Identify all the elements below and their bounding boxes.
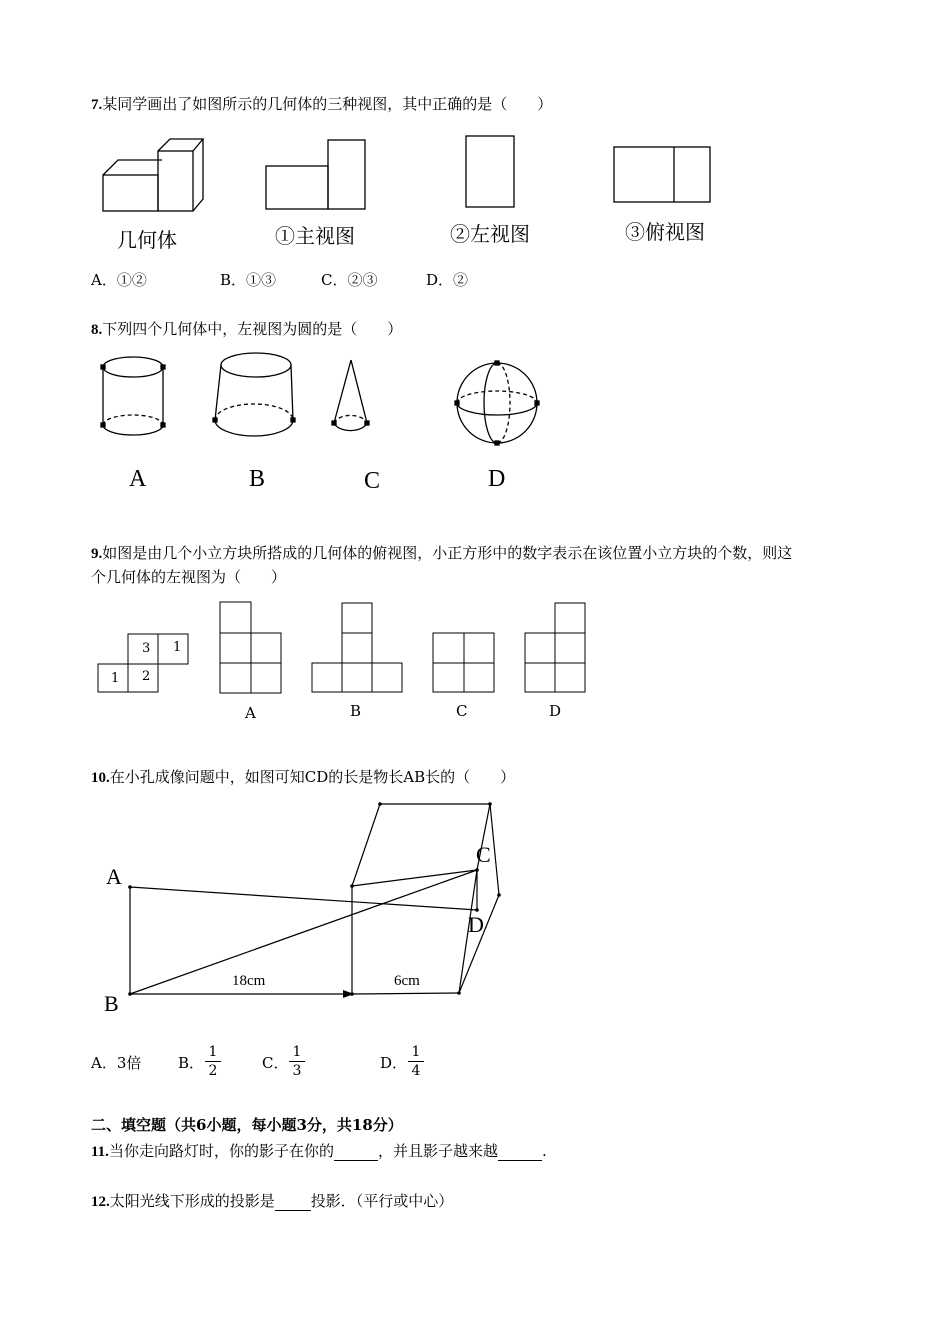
q7-stem (91, 93, 552, 114)
q12-blank[interactable] (275, 1192, 311, 1211)
q9-stem-line1 (91, 542, 792, 563)
q10-dim-left: 18cm (232, 973, 266, 989)
q9-label-a[interactable]: A (245, 704, 256, 722)
q9-label-d[interactable]: D (549, 702, 562, 720)
q11-blank-2[interactable] (498, 1142, 542, 1161)
q9-number: 9. (91, 546, 103, 562)
q9-grid-num-1: 3 (142, 641, 151, 656)
q10-point-a: A (106, 864, 122, 889)
q10-option-c-label[interactable]: C． (262, 1054, 289, 1072)
q8-label-b[interactable]: B (249, 466, 266, 492)
q7-left-view (464, 134, 518, 210)
q10-number: 10. (91, 770, 110, 786)
q8-frustum-shape (213, 353, 295, 436)
q8-stem (91, 318, 402, 339)
q10-option-d-fraction[interactable] (408, 1043, 424, 1080)
q11-blank-1[interactable] (334, 1142, 378, 1161)
q7-left-label: ②左视图 (450, 222, 530, 246)
q8-cylinder-shape (101, 357, 165, 435)
q10-option-b-label[interactable]: B． (178, 1054, 205, 1072)
q7-option-c[interactable]: C．②③ (321, 271, 378, 289)
q11-number: 11. (91, 1144, 109, 1160)
q8-text: 下列四个几何体中，左视图为圆的是（ ） (102, 320, 403, 338)
q10-point-b: B (104, 991, 119, 1016)
q12-stem (91, 1190, 453, 1211)
q7-text: 某同学画出了如图所示的几何体的三种视图，其中正确的是（ ） (102, 95, 553, 113)
q11-stem (91, 1140, 547, 1161)
q9-grid-num-4: 2 (142, 669, 151, 684)
q8-number: 8. (91, 322, 103, 338)
q7-top-label: ③俯视图 (625, 220, 705, 244)
q7-option-a[interactable]: A．①② (91, 271, 147, 289)
q8-cone-shape (332, 360, 369, 431)
q10-option-d-label[interactable]: D． (380, 1054, 408, 1072)
q10-stem (91, 766, 515, 787)
q10-point-c: C (476, 842, 491, 867)
q9-option-a-view (219, 601, 283, 695)
q12-number: 12. (91, 1194, 110, 1210)
q10-option-b-fraction[interactable] (205, 1043, 221, 1080)
q10-point-d: D (468, 912, 484, 937)
q10-option-c-denominator: 3 (292, 1063, 302, 1079)
q10-option-d-denominator: 4 (411, 1063, 421, 1079)
q8-sphere-shape (455, 361, 539, 445)
q12-text-a: 太阳光线下形成的投影是 (109, 1192, 275, 1210)
q9-option-b-view (311, 602, 405, 694)
q9-text1: 如图是由几个小立方块所搭成的几何体的俯视图，小正方形中的数字表示在该位置小立方块的个数，则这 (102, 544, 793, 562)
q7-option-b[interactable]: B．①③ (220, 271, 277, 289)
q10-option-b-numerator: 1 (205, 1043, 221, 1062)
q10-text: 在小孔成像问题中，如图可知CD的长是物长AB长的（ ） (109, 768, 516, 786)
q10-option-a[interactable]: A．3倍 (91, 1054, 142, 1072)
q12-text-b: 投影．（平行或中心） (310, 1192, 454, 1210)
q11-text-c: . (541, 1142, 547, 1160)
q9-label-c[interactable]: C (456, 702, 468, 720)
section2-title: 二、填空题（共6小题，每小题3分，共18分） (91, 1116, 403, 1134)
q10-option-d-numerator: 1 (408, 1043, 424, 1062)
q10-dim-right: 6cm (394, 973, 420, 989)
q11-text-b: ，并且影子越来越 (377, 1142, 498, 1160)
q7-number: 7. (91, 97, 103, 113)
q8-label-c[interactable]: C (364, 468, 381, 494)
q11-text-a: 当你走向路灯时，你的影子在你的 (108, 1142, 334, 1160)
q9-label-b[interactable]: B (350, 702, 362, 720)
q8-label-a[interactable]: A (129, 466, 147, 492)
q7-front-label: ①主视图 (275, 224, 355, 248)
q9-stem-line2: 个几何体的左视图为（ ） (91, 568, 287, 586)
q8-label-d[interactable]: D (488, 466, 506, 492)
q9-option-d-view (524, 602, 588, 694)
q8-figures (0, 340, 560, 450)
q9-grid-num-3: 1 (111, 671, 120, 686)
q9-option-c-view (432, 632, 496, 694)
q7-front-view (264, 138, 368, 212)
q7-solid-label: 几何体 (117, 228, 177, 252)
q9-grid-num-2: 1 (173, 640, 182, 655)
q10-option-c-fraction[interactable] (289, 1043, 305, 1080)
q7-option-d[interactable]: D．② (426, 271, 469, 289)
q7-solid-figure (100, 134, 210, 214)
q10-option-b-denominator: 2 (208, 1063, 218, 1079)
q7-top-view (612, 145, 714, 205)
q10-option-c-numerator: 1 (289, 1043, 305, 1062)
